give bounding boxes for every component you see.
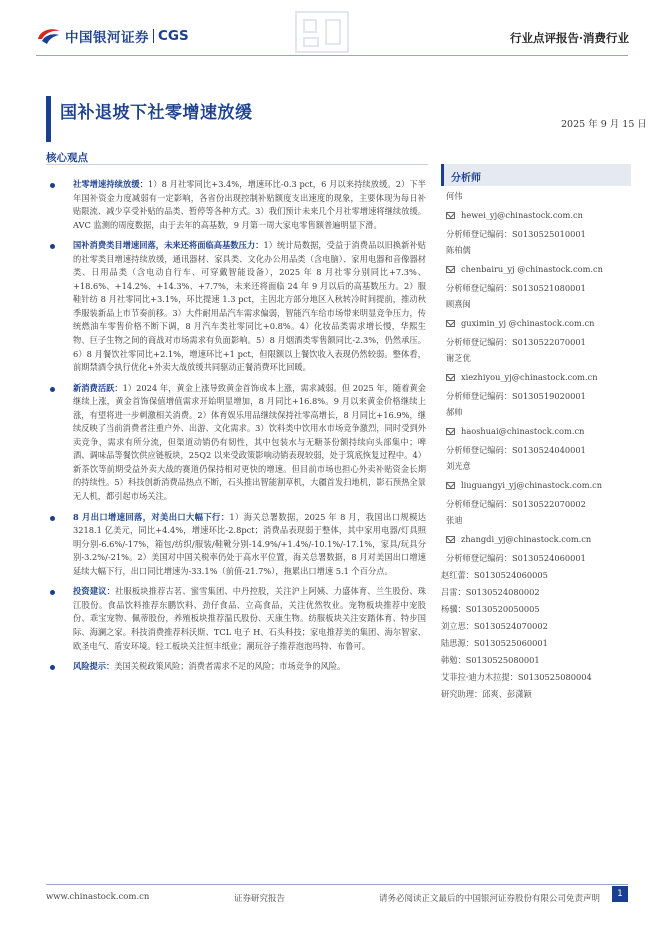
additional-analyst: 韩勉：S0130525080001: [441, 655, 540, 665]
analyst-email-row: [446, 263, 631, 275]
analyst-entry: [441, 406, 631, 456]
paragraph-lead: 国补消费类目增速回落，未来还将面临高基数压力：: [73, 240, 264, 251]
envelope-icon: [446, 266, 455, 273]
header-divider: [36, 55, 628, 56]
analyst-name: 谢芝优: [446, 353, 471, 363]
analyst-email-row: [446, 479, 631, 491]
logo-divider: [153, 29, 154, 43]
footer-website[interactable]: www.chinastock.com.cn: [46, 892, 150, 902]
analyst-email[interactable]: guximin_yj @chinastock.com.cn: [461, 318, 595, 328]
analyst-email-row: [446, 425, 631, 437]
paragraph-subsidy-categories: [46, 239, 426, 374]
analyst-name: 陈柏儒: [446, 245, 471, 255]
logo-chinese-name: 中国银河证券: [65, 30, 149, 46]
paragraph-exports: [46, 511, 426, 579]
paragraph-text: 社服板块推荐古茗、蜜雪集团、中丹控股，关注沪上阿姨、力盛体育、兰生股份、珠江股份。食品饮料推荐东鹏饮料、劲仔食品、立高食品，关注优然牧业。宠物板块推荐中宠股份、乖宝宠物、佩蒂股份，养殖板块推荐温氏股份、天康生物。纺服板块关注安踏体育、特步国际、海澜之家。科技消费推荐科沃斯、TCL 电子 H、石头科技；家电推荐美的集团、海尔智家、欧圣电气、盾安环境。轻工板块关注恒丰纸业；潮玩谷子推荐泡泡玛特、布鲁可。: [73, 586, 427, 651]
bullet-dot-icon: [50, 244, 55, 249]
paragraph-text: 美国关税政策风险；消费者需求不足的风险；市场竞争的风险。: [114, 661, 346, 672]
analyst-name: 何伟: [446, 191, 463, 201]
analyst-email-row: [446, 371, 631, 383]
bullet-dot-icon: [50, 590, 55, 595]
envelope-icon: [446, 320, 455, 327]
report-date: 2025 年 9 月 15 日: [561, 119, 647, 130]
additional-analysts: [441, 569, 631, 700]
paragraph-text: 1）统计局数据，受益于消费品以旧换新补贴的社零类目增速持续放缓，通讯器材、家具类、文化办公用品类（含电脑）、家用电器和音像器材类、日用品类（含电动自行车、可穿戴智能设备），2025 年 8 月社零分别同比+7.3%、+18.6%、+14.2%、+14.3%、+7.7%，未来还将面临 24 年 9 月以后的高基数压力。2）服鞋针纺 8 月社零同比+3.1%，环比提速 1.3 pct，主因北方部分地区入秋转冷时间提前，推动秋季服装新品上市节奏前移。3）大件耐用品汽车需求偏弱，智能汽车给市场带来明显竞争压力，传统燃油车零售价格不断下调，8 月汽车类社零同比+0.8%。4）化妆品类需求增长慢，华熙生物、巨子生物之间的商战对市场需求有负面影响。5）8 月烟酒类零售额同比-2.3%，仍然承压。6）8 月餐饮社零同比+2.1%，增速环比+1 pct，但限额以上餐饮收入表现仍然较弱。整体看，前期禁酒令执行优化+外卖大战放缓共同驱动正餐消费环比回暖。: [73, 240, 427, 373]
additional-analyst: 陆思源：S0130525060001: [441, 638, 548, 648]
analyst-registration: 分析师登记编码：S0130522070001: [446, 337, 586, 347]
report-title: 国补退坡下社零增速放缓: [60, 103, 253, 123]
envelope-icon: [446, 374, 455, 381]
analyst-email[interactable]: xiezhiyou_yj@chinastock.com.cn: [461, 372, 598, 382]
additional-analyst: 刘立思：S0130524070002: [441, 621, 548, 631]
paragraph-text: 1）2024 年，黄金上涨导致黄金首饰成本上涨，需求减弱。但 2025 年，随着黄金继续上涨，黄金首饰保值增值需求开始明显增加，8 月同比+16.8%。9 月以来黄金价格继续上涨，有望将进一步刺激相关消费。2）体育娱乐用品继续保持社零高增长，8 月同比+16.9%，继续反映了当前消费者注重户外、出游、文化需求。3）饮料类中饮用水市场竞争激烈，同时受到外卖竞争，需求有所分流，但渠道动销仍有韧性，其中包装水与无糖茶份额持续向头部集中；啤酒、调味品等餐饮供应链板块，25Q2 以来受政策影响动销表现较弱，处于筑底恢复过程中。4）新茶饮等前期受益外卖大战的赛道仍保持相对更快的增速。但目前市场也担心外卖补贴资金长期的持续性。5）科技创新消费品热点不断，石头推出智能割草机，大疆首发扫地机，影石预热全景无人机，都引起市场关注。: [73, 382, 427, 502]
bullet-dot-icon: [50, 516, 55, 521]
paragraph-risk-warning: [46, 660, 426, 674]
envelope-icon: [446, 482, 455, 489]
envelope-icon: [446, 428, 455, 435]
additional-analyst: 赵红蕾：S0130524060005: [441, 570, 548, 580]
logo-swirl-icon: [36, 26, 62, 46]
analyst-email-row: [446, 533, 631, 545]
analyst-registration: 分析师登记编码：S0130524040001: [446, 445, 586, 455]
logo-english-name: CGS: [158, 28, 189, 44]
analyst-name: 张迪: [446, 515, 463, 525]
envelope-icon: [446, 536, 455, 543]
analyst-email-row: [446, 209, 631, 221]
analyst-entry: [441, 190, 631, 240]
research-assistants: 研究助理：邱爽、彭潇颖: [441, 689, 532, 699]
analyst-entry: [441, 514, 631, 564]
title-accent-bar: [46, 96, 51, 142]
analyst-registration: 分析师登记编码：S0130521080001: [446, 283, 586, 293]
analyst-email-row: [446, 317, 631, 329]
page-number: 1: [612, 886, 628, 902]
paragraph-text: 1）海关总署数据，2025 年 8 月，我国出口规模达 3218.1 亿美元，同比+4.4%，增速环比-2.8pct；消费品表现弱于整体，其中家用电器/灯具照明分别-6.6%/-17%，箱包/纺织/服装/鞋靴分别-14.9%/+1.4%/-10.1%/-17.1%，家具/玩具分别-3.2%/-21%。2）美国对中国关税率仍处于高水平位置，海关总署数据，8 月对美国出口增速延续大幅下行，出口同比增速为-33.1%（前值-21.7%），拖累出口增速 5.1 个百分点。: [73, 511, 426, 576]
analyst-sidebar: [441, 164, 631, 700]
paragraph-lead: 新消费活跃：: [73, 382, 123, 393]
footer-report-type: 证券研究报告: [234, 894, 286, 904]
additional-analyst: 艾菲拉·迪力木拉提：S0130525080004: [441, 672, 592, 682]
analyst-email[interactable]: liuguangyi_yj@chinastock.com.cn: [461, 480, 603, 490]
paragraph-new-consumption: [46, 382, 426, 504]
paragraph-investment-advice: [46, 585, 426, 653]
analyst-email[interactable]: hewei_yj@chinastock.com.cn: [461, 210, 583, 220]
analyst-email[interactable]: chenbairu_yj @chinastock.com.cn: [461, 264, 603, 274]
analyst-entry: [441, 298, 631, 348]
company-logo: [36, 26, 189, 46]
analyst-registration: 分析师登记编码：S0130522070002: [446, 499, 586, 509]
analyst-email[interactable]: zhangdi_yj@chinastock.com.cn: [461, 534, 592, 544]
additional-analyst: 杨骥：S0130520050005: [441, 604, 540, 614]
paragraph-lead: 8 月出口增速回落，对美出口大幅下行：: [73, 511, 230, 522]
report-type-label: 行业点评报告·消费行业: [509, 31, 629, 45]
analyst-heading-box: [441, 164, 631, 186]
bullet-dot-icon: [50, 387, 55, 392]
analyst-entry: [441, 244, 631, 294]
core-views-body: [46, 178, 426, 681]
analyst-entry: [441, 352, 631, 402]
core-views-divider: [46, 164, 428, 165]
bullet-dot-icon: [50, 665, 55, 670]
additional-analyst: 吕雷：S0130524080002: [441, 587, 540, 597]
paragraph-lead: 风险提示：: [73, 661, 115, 672]
analyst-name: 郝帅: [446, 407, 463, 417]
analyst-registration: 分析师登记编码：S0130519020001: [446, 391, 586, 401]
paragraph-lead: 社零增速持续放缓：: [73, 179, 148, 189]
footer-divider: [46, 884, 628, 885]
analyst-registration: 分析师登记编码：S0130525010001: [446, 229, 586, 239]
watermark-emblem-icon: [292, 8, 352, 56]
page-header: [0, 0, 662, 62]
analyst-email[interactable]: haoshuai@chinastock.com.cn: [461, 426, 585, 436]
analyst-name: 刘光意: [446, 461, 471, 471]
paragraph-text: 1）8 月社零同比+3.4%，增速环比-0.3 pct，6 月以来持续放缓。2）下半年国补资金力度减弱有一定影响，各省份出现控制补贴额度支出速度的现象，主要体现为每日补贴限流、减少享受补贴的品类、暂停等各种方式。3）我们预计未来几个月社零增速将继续放缓。AVC 监测的周度数据，由于去年的高基数，9 月第一周大家电零售额普遍明显下滑。: [73, 179, 426, 230]
paragraph-lead: 投资建议：: [73, 586, 116, 597]
paragraph-retail-slowdown: [46, 178, 426, 232]
analyst-name: 顾熹闽: [446, 299, 471, 309]
analyst-entry: [441, 460, 631, 510]
footer-disclaimer: 请务必阅读正文最后的中国银河证券股份有限公司免责声明: [379, 894, 601, 904]
envelope-icon: [446, 212, 455, 219]
analyst-registration: 分析师登记编码：S0130524060001: [446, 553, 586, 563]
bullet-dot-icon: [50, 183, 55, 188]
analyst-heading: 分析师: [451, 173, 481, 184]
core-views-heading: 核心观点: [46, 152, 88, 164]
